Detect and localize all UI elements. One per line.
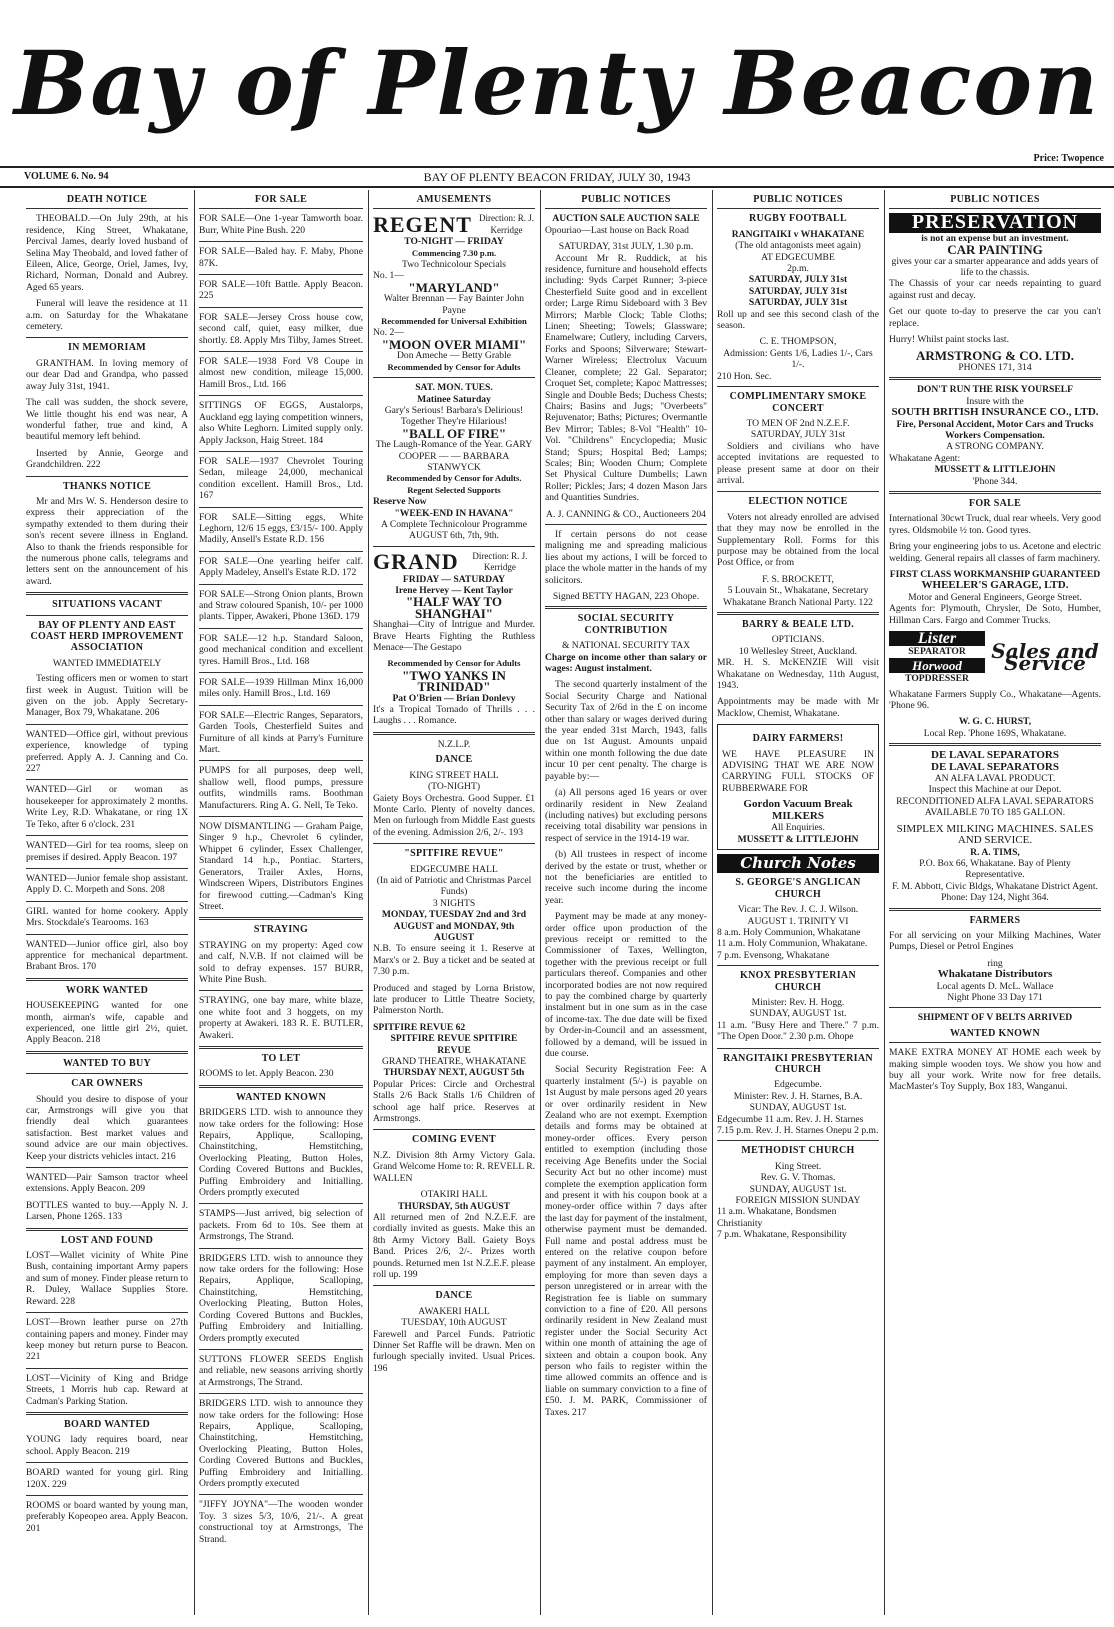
classified-ad: ROOMS or board wanted by young man, preferably Kopeopeo area. Apply Beacon. 201 bbox=[26, 1499, 188, 1534]
de-laval-line: P.O. Box 66, Whakatane. Bay of Plenty Representative. bbox=[919, 857, 1071, 881]
spitfire-line: 3 NIGHTS bbox=[432, 897, 476, 909]
column-5 bbox=[712, 190, 883, 1615]
regent-line: The Laugh-Romance of the Year. GARY COOPER — — BARBARA STANWYCK bbox=[375, 439, 533, 473]
farmers-line: Local agents D. McL. Wallace bbox=[936, 980, 1054, 992]
classified-ad: FOR SALE—One yearling heifer calf. Apply Madeley, Ansell's Estate R.D. 172 bbox=[199, 555, 363, 579]
classified-ad: FOR SALE—1937 Chevrolet Touring Sedan, mileage 24,000, mechanical condition excellent. Hamill Bros., Ltd. 167 bbox=[199, 455, 363, 502]
coming-event-line: OTAKIRI HALL bbox=[420, 1189, 488, 1201]
farmers-line: Night Phone 33 Day 171 bbox=[947, 991, 1043, 1003]
classified-ad: "JIFFY JOYNA"—The wooden wonder Toy. 3 sizes 5/3, 10/6, 21/-. A great constructional toy at Armstrongs, The Strand. bbox=[199, 1499, 363, 1545]
de-laval-line: Phone: Day 124, Night 364. bbox=[941, 892, 1049, 904]
wanted-known-line: MAKE EXTRA MONEY AT HOME each week by making simple wooden toys. We show you how and buy all your work. Write now for free details. MacMaster's Toy Supply, Box 183, Wanganui. bbox=[889, 1047, 1101, 1093]
spitfire-line: (In aid of Patriotic and Christmas Parcel Funds) bbox=[376, 874, 532, 898]
spitfire-line: N.B. To ensure seeing it 1. Reserve at Marx's or 2. Buy a ticket and be seated at 7.30 p.m. bbox=[373, 943, 535, 978]
church-heading: METHODIST CHURCH bbox=[741, 1145, 855, 1157]
social-security-heading: SOCIAL SECURITY CONTRIBUTION bbox=[577, 613, 675, 636]
masthead bbox=[0, 0, 1114, 165]
spitfire-line: GRAND THEATRE, WHAKATANE bbox=[381, 1056, 527, 1068]
dance-venue: KING STREET HALL bbox=[409, 769, 499, 781]
church-line: Edgecumbe 11 a.m. Rev. J. H. Starnes bbox=[717, 1113, 864, 1125]
regent-line: Walter Brennan — Fay Bainter John Payne bbox=[383, 293, 525, 316]
column-6 bbox=[884, 190, 1105, 1615]
classified-ad: LOST—Wallet vicinity of White Pine Bush, containing important Army papers and sum of money. Finder please return to R. Duley, Wallace Supplies Store. Reward. 228 bbox=[26, 1250, 188, 1307]
social-security-text: Social Security Registration Fee: A quarterly instalment (5/-) is payable on 1st August by male persons aged 20 years or over ordinarily resident in New Zealand who are not exempt. Exemption details and forms may be obtained at money-order offices. Every person entitled to exemption (including those receiving Age Benefits under the Social Security Act but no other income) must complete the exemption application form and present it with his coupon book at a money-order office within 7 days after the last day for payment of the instalment, otherwise payment must be demanded. Full name and postal address must be entered on the relative coupon before payment of any instalment. An employer, employing for more than seven days a person unregistered or in arrear with the Registration fee is liable on summary conviction to a fine of £20. All persons ordinarily resident in New Zealand must register under the Social Security Act within one month of attaining the age of sixteen and obtain a coupon book. Any person who fails to register within the time allowed commits an offence and is liable on summary conviction to a fine of £50. J. M. PARK, Commissioner of Taxes. 217 bbox=[545, 1064, 707, 1418]
grand-line: Shanghai—City of Intrigue and Murder. Brave Hearts Fighting the Ruthless Menace—The Gestapo bbox=[373, 619, 535, 654]
rugby-line: RANGITAIKI v WHAKATANE bbox=[731, 228, 865, 240]
film-title: "BALL OF FIRE" bbox=[401, 425, 507, 441]
grand-line: Pat O'Brien — Brian Donlevy bbox=[392, 692, 516, 704]
classified-ad: PUMPS for all purposes, deep well, shallow well, flood pumps, pressure outfits, windmills rams. Boothman Manufacturers. Ring A. G. Nell, Te Teko. bbox=[199, 765, 363, 811]
classified-ad: WANTED—Junior office girl, also boy apprentice for mechanical department. Brabant Bros. 170 bbox=[26, 938, 188, 973]
for-sale-heading: FOR SALE bbox=[968, 497, 1022, 509]
classified-ad: FOR SALE—Strong Onion plants, Brown and Straw coloured Spanish, 10/- per 1000 plants. Tipper, Awakeri, Phone 136D. 179 bbox=[199, 588, 363, 623]
church-line: 11 a.m. Holy Communion, Whakatane. bbox=[717, 938, 868, 950]
auction-text: Account Mr R. Ruddick, at his residence, furniture and household effects including: 9yds Carpet Runner; 3-piece Chesterfield Suite good and in excellent order; Large Rimu Sideboard with 3 Bev Mirrors; Marble Clock; Table Cloths; Linen; Sheeting; Towels; Glassware; Enamelware; Cutlery, including Carvers, Forks and Spoons; Silverware; Stewart-Warner Wireless; Electrolux Vacuum Cleaner, complete; 22 Gal. Separator; Croquet Set, complete; Kapoc Mattresses; Single and Double Beds; Duchess Chests; Chairs; Basins and Jugs; "Overbeets" Rejuvenator; Baths; Pictures; Overmantle Bev Mirror; Tables; 8-Vol "Health" 10-Vol. "Childrens" Encyclopedia; Music Stand; Spurs; Hospital Bed; Lamps; Scales; Bin; Wooden Churn; Complete Set Physical Culture Dumbells; Lawn Roller; Pickles; Jars; 4 dozen Mason Jars and Quantities Sundries. bbox=[545, 252, 707, 504]
classified-ad: LOST—Vicinity of King and Bridge Streets, 1 Morris hub cap. Reward at Cadman's Parking Station. bbox=[26, 1372, 188, 1407]
de-laval-line: R. A. TIMS, bbox=[970, 846, 1020, 858]
farmers-line: For all servicing on your Milking Machines, Water Pumps, Diesel or Petrol Engines bbox=[889, 929, 1101, 953]
rugby-line: SATURDAY, JULY 31st bbox=[748, 297, 848, 309]
regent-line: SAT. MON. TUES. bbox=[415, 382, 493, 394]
column-3 bbox=[368, 190, 539, 1615]
coming-event-line: THURSDAY, 5th AUGUST bbox=[397, 1200, 511, 1212]
de-laval-line: SIMPLEX MILKING MACHINES. SALES AND SERVICE. bbox=[896, 822, 1094, 847]
classified-ad: SITTINGS OF EGGS, Austalorps, Auckland egg laying competition winners, also White Leghorn. Limited supply only. Apply Jackson, Haig Street. 184 bbox=[199, 400, 363, 446]
farmers-heading: FARMERS bbox=[969, 914, 1021, 926]
election-line: Voters not already enrolled are advised that they may now be enrolled in the Supplementary Roll. Forms for this purpose may be obtained from the local Post Office, or from bbox=[717, 511, 879, 569]
farmers-line: Whakatane Distributors bbox=[937, 968, 1053, 981]
for-sale-line: FIRST CLASS WORKMANSHIP GUARANTEED bbox=[889, 568, 1101, 580]
car-painting-heading: CAR PAINTING bbox=[947, 242, 1043, 258]
social-security-text: (a) All persons aged 16 years or over ordinarily resident in New Zealand (including natives) but excluding persons receiving total disability war pensions in respect of service in the 1914-19 war. bbox=[545, 787, 707, 844]
classified-ad: WANTED—Office girl, without previous experience, knowledge of typing preferred. Apply A. J. Canning and Co. 227 bbox=[26, 728, 188, 775]
lister-line: Whakatane Farmers Supply Co., Whakatane—Agents. 'Phone 96. bbox=[889, 688, 1101, 712]
memoriam-inserted: Inserted by Annie, George and Grandchildren. 222 bbox=[26, 447, 188, 471]
public-notices-heading: PUBLIC NOTICES bbox=[889, 194, 1101, 209]
regent-line: No. 2— bbox=[373, 327, 404, 339]
preservation-line: Get our quote to-day to preserve the car you can't replace. bbox=[889, 306, 1101, 329]
insurance-line: MUSSETT & LITTLEJOHN bbox=[934, 464, 1056, 476]
memoriam-verse: The call was sudden, the shock severe, We little thought his end was near, A wonderful father, true and kind, A beautiful memory left behind. bbox=[26, 397, 188, 443]
classified-ad: BRIDGERS LTD. wish to announce they now take orders for the following: Hose Repairs, Applique, Scalloping, Chainstitching, Hemstitching, Overlocking Pleating, Button Holes, Cording Covered Buttons and Buckles, Puffing Embroidery and Initialling. Orders promptly executed bbox=[199, 1107, 363, 1199]
church-line: 7 p.m. Whakatane, Responsibility bbox=[717, 1229, 847, 1241]
car-owners-heading: CAR OWNERS bbox=[71, 1078, 143, 1090]
to-let-heading: TO LET bbox=[261, 1052, 301, 1064]
regent-header bbox=[373, 213, 535, 236]
de-laval-line: F. M. Abbott, Civic Bldgs, Whakatane District Agent. bbox=[892, 880, 1098, 892]
dairy-line: MUSSETT & LITTLEJOHN bbox=[737, 833, 859, 845]
lost-and-found-heading: LOST AND FOUND bbox=[60, 1234, 154, 1246]
church-line: Minister: Rev. H. Hogg. bbox=[751, 996, 845, 1008]
spitfire-line: Popular Prices: Circle and Orchestral Stalls 2/6 Back Stalls 1/6 Children of school age half price. Reserves at Armstrongs. bbox=[373, 1078, 535, 1125]
rugby-line: 2p.m. bbox=[787, 263, 809, 275]
church-line: SUNDAY, AUGUST 1st. bbox=[749, 1008, 847, 1020]
church-line: 11 a.m. "Busy Here and There." 7 p.m. "The Open Door." 2.30 p.m. Ohope bbox=[717, 1019, 879, 1043]
preservation-line: is not an expense but an investment. bbox=[921, 232, 1069, 244]
dairy-line: Gordon Vacuum Break MILKERS bbox=[743, 798, 853, 822]
classified-ad: FOR SALE—Jersey Cross house cow, second calf, quiet, easy milker, due shortly. £8. Apply Mrs Tilby, James Street. bbox=[199, 311, 363, 346]
spitfire-line: SPITFIRE REVUE SPITFIRE REVUE bbox=[390, 1033, 518, 1056]
lister-line: Local Rep. 'Phone 169S, Whakatane. bbox=[923, 727, 1067, 739]
preservation-line: gives your car a smarter appearance and adds years of life to the chassis. bbox=[891, 255, 1099, 279]
rugby-line: AT EDGECUMBE bbox=[761, 251, 835, 263]
social-security-text: (b) All trustees in respect of income derived by the estate or trust, whether or not the beneficiaries are entitled to receive such income during the income year. bbox=[545, 849, 707, 906]
price: Price: Twopence bbox=[1033, 153, 1104, 164]
public-notices-heading: PUBLIC NOTICES bbox=[717, 194, 879, 209]
grand-line: It's a Tropical Tornado of Thrills . . . Laughs . . . Romance. bbox=[373, 704, 535, 727]
church-heading: KNOX PRESBYTERIAN CHURCH bbox=[740, 970, 856, 993]
lister-line: TOPDRESSER bbox=[905, 673, 969, 685]
election-line: 5 Louvain St., Whakatane, Secretary Whakatane Branch National Party. 122 bbox=[723, 585, 873, 608]
classified-ad: BRIDGERS LTD. wish to announce they now take orders for the following: Hose Repairs, Applique, Scalloping, Chainstitching, Hemstitching, Overlocking Pleating, Button Holes, Cording Covered Buttons and Buckles, Puffing Embroidery and Initialling. Orders promptly executed bbox=[199, 1252, 363, 1344]
dairy-line: All Enquiries. bbox=[771, 822, 825, 834]
insurance-company: SOUTH BRITISH INSURANCE CO., LTD. bbox=[891, 406, 1099, 419]
classified-ad: STRAYING on my property: Aged cow and calf, N.V.B. If not claimed will be sold to defray expenses. 157 BURR, White Pine Bush. bbox=[199, 939, 363, 985]
barry-beale-heading: BARRY & BEALE LTD. bbox=[741, 619, 855, 630]
spitfire-line: THURSDAY NEXT, AUGUST 5th bbox=[383, 1067, 525, 1079]
classified-ad: FOR SALE—Sitting eggs, White Leghorn, 12/6 15 eggs, £3/15/- 100. Apply Madily, Ansell's Estate R.D. 156 bbox=[199, 511, 363, 546]
classified-ad: FOR SALE—12 h.p. Standard Saloon, good mechanical condition and excellent tyres. Hamill Bros., Ltd. 168 bbox=[199, 632, 363, 667]
spitfire-line: MONDAY, TUESDAY 2nd and 3rd AUGUST and MONDAY, 9th AUGUST bbox=[381, 909, 527, 943]
film-title: "MARYLAND" bbox=[408, 279, 500, 295]
smoke-concert-line: SATURDAY, JULY 31st bbox=[750, 429, 846, 441]
wanted-to-buy-heading: WANTED TO BUY bbox=[63, 1057, 151, 1069]
regent-line: Recommended for Universal Exhibition bbox=[381, 316, 527, 327]
church-line: King Street. bbox=[774, 1160, 822, 1172]
wanted-known-heading: WANTED KNOWN bbox=[236, 1091, 326, 1103]
film-title: "HALF WAY TO SHANGHAI" bbox=[405, 594, 503, 621]
regent-line: Gary's Serious! Barbara's Delirious! Together They're Hilarious! bbox=[384, 404, 524, 428]
farmers-line: ring bbox=[987, 957, 1003, 969]
election-line: F. S. BROCKETT, bbox=[762, 573, 834, 585]
car-owners-ad: Should you desire to dispose of your car, Armstrongs will give you that friendly deal which guarantees satisfaction. Best market values and sound advice are our main objectives. Keep your districts vehicles intact. 216 bbox=[26, 1093, 188, 1162]
social-security-text: The second quarterly instalment of the Social Security Charge and National Security Tax of 2/6d in the £ on income other than salary or wages derived during the year ended 31st March, 1943, falls due on 1st August. Amounts unpaid within one month following the due date incur 10 per cent penalty. The charge is payable by:— bbox=[545, 679, 707, 782]
grand-direction: Direction: R. J. Kerridge bbox=[472, 550, 528, 573]
dance-heading: DANCE bbox=[435, 1290, 473, 1302]
awakeri-line: AWAKERI HALL bbox=[418, 1305, 490, 1317]
grand-line: Recommended by Censor for Adults bbox=[387, 658, 521, 669]
spitfire-line: EDGECUMBE HALL bbox=[410, 863, 498, 875]
armstrong-phones: PHONES 171, 314 bbox=[958, 361, 1032, 373]
de-laval-heading: DE LAVAL SEPARATORS bbox=[931, 760, 1059, 773]
regent-line: Matinee Saturday bbox=[417, 393, 491, 405]
regent-direction: Direction: R. J. Kerridge bbox=[478, 213, 534, 235]
classified-ad: FOR SALE—1938 Ford V8 Coupe in almost new condition, mileage 15,000. Hamill Bros., Ltd. 166 bbox=[199, 356, 363, 390]
smoke-concert-line: Soldiers and civilians who have accepted invitations are requested to please present same at door on their arrival. bbox=[717, 440, 879, 486]
regent-line: Recommended by Censor for Adults. Regent Selected Supports bbox=[386, 473, 522, 495]
social-security-line: Charge on income other than salary or wages: August instalment. bbox=[545, 651, 707, 675]
church-line: Rev. G. V. Thomas. bbox=[760, 1172, 836, 1184]
work-wanted-heading: WORK WANTED bbox=[65, 984, 149, 996]
notice-signed: Signed BETTY HAGAN, 223 Ohope. bbox=[552, 591, 700, 602]
coming-event-heading: COMING EVENT bbox=[412, 1134, 496, 1146]
de-laval-line: AN ALFA LAVAL PRODUCT. bbox=[934, 773, 1056, 785]
insurance-line: Whakatane Agent: bbox=[889, 452, 961, 464]
classified-ad: BOTTLES wanted to buy.—Apply N. J. Larsen, Phone 126S. 133 bbox=[26, 1199, 188, 1223]
church-line: AUGUST 1. TRINITY VI bbox=[747, 915, 849, 927]
auction-heading: AUCTION SALE AUCTION SALE bbox=[552, 213, 700, 225]
classified-ad: NOW DISMANTLING — Graham Paige, Singer 9 h.p., Chevrolet 6 cylinder, Whippet 6 cylinder, Essex Challenger, Standard 14 h.p., Pontiac. Starters, Generators, Trailer Axles, Horns, Windscreen Wipers, Distributors Engines for firewood cutting.—Cadman's King Street. bbox=[199, 821, 363, 912]
church-heading: S. GEORGE'S ANGLICAN CHURCH bbox=[735, 877, 861, 900]
auction-line: SATURDAY, 31st JULY, 1.30 p.m. bbox=[558, 241, 694, 253]
for-sale-line: Agents for: Plymouth, Chrysler, De Soto, Humber, Hillman Cars. Fargo and Commer Trucks. bbox=[889, 603, 1101, 626]
insurance-line: 'Phone 344. bbox=[972, 475, 1018, 487]
smoke-concert-line: TO MEN OF 2nd N.Z.E.F. bbox=[746, 417, 850, 429]
classified-ad: WANTED—Pair Samson tractor wheel extensions. Apply Beacon. 209 bbox=[26, 1172, 188, 1195]
film-title: "TWO YANKS IN TRINIDAD" bbox=[402, 667, 506, 695]
death-notice-heading: DEATH NOTICE bbox=[26, 194, 188, 209]
regent-name: REGENT bbox=[373, 212, 472, 238]
regent-line: Reserve Now bbox=[373, 496, 427, 508]
church-line: 8 a.m. Holy Communion, Whakatane bbox=[717, 926, 861, 938]
classified-ad: STRAYING, one bay mare, white blaze, one white foot and 3 hoggets, on my property at Awakeri. 183 R. E. BUTLER, Awakeri. bbox=[199, 995, 363, 1041]
smoke-concert-heading: COMPLIMENTARY SMOKE CONCERT bbox=[729, 391, 867, 414]
lister-brand: Lister bbox=[889, 631, 985, 646]
dateline bbox=[0, 153, 1114, 188]
classified-ad: FOR SALE—Electric Ranges, Separators, Garden Tools, Chesterfield Suites and Furniture of all kinds at Parry's Furniture Mart. bbox=[199, 709, 363, 756]
coming-event-line: All returned men of 2nd N.Z.E.F. are cordially invited as guests. Make this an 8th Army Victory Ball. Gaiety Boys Band. Prices 2/6, 2/-. Prizes worth pounds. Returned men 1st N.Z.E.F. please roll up. 199 bbox=[373, 1211, 535, 1280]
film-title: "WEEK-END IN HAVANA" bbox=[394, 507, 514, 519]
insurance-line: A STRONG COMPANY. bbox=[946, 441, 1044, 453]
for-sale-line: Motor and General Engineers, George Street. bbox=[908, 591, 1082, 603]
barry-beale-line: OPTICIANS. bbox=[771, 634, 825, 646]
barry-beale-line: MR. H. S. McKENZIE Will visit Whakatane on Wednesday, 11th August, 1943. bbox=[717, 657, 879, 692]
regent-line: TO-NIGHT — FRIDAY bbox=[404, 236, 504, 248]
insurance-line: Fire, Personal Accident, Motor Cars and Trucks Workers Compensation. bbox=[896, 418, 1094, 441]
grand-line: FRIDAY — SATURDAY bbox=[402, 573, 506, 585]
classified-ad: FOR SALE—Baled hay. F. Maby, Phone 87K. bbox=[199, 246, 363, 269]
dance-heading: DANCE bbox=[435, 754, 473, 766]
dance-line: (TO-NIGHT) bbox=[427, 781, 481, 793]
dairy-heading: DAIRY FARMERS! bbox=[752, 733, 844, 745]
rugby-line: SATURDAY, JULY 31st bbox=[748, 285, 848, 297]
public-notices-heading: PUBLIC NOTICES bbox=[545, 194, 707, 209]
insurance-line: Insure with the bbox=[966, 395, 1024, 407]
classified-ad: WANTED—Junior female shop assistant. Apply D. C. Morpeth and Sons. 208 bbox=[26, 872, 188, 896]
death-notice: THEOBALD.—On July 29th, at his residence, King Street, Whakatane, Percival James, dearly loved husband of Selina May Theobald, and loved father of Eileen, Alice, George, Oriel, James, Ivy, Richard, Norman, Donald and Aubrey. Aged 65 years. bbox=[26, 213, 188, 293]
rugby-line: Admission: Gents 1/6, Ladies 1/-, Cars 1/-. bbox=[723, 347, 873, 371]
awakeri-line: Farewell and Parcel Funds. Patriotic Dinner Set Raffle will be drawn. Men on furlough specially invited. Usual Prices. 196 bbox=[373, 1328, 535, 1374]
de-laval-line: Inspect this Machine at our Depot. bbox=[928, 784, 1062, 796]
funeral-notice: Funeral will leave the residence at 11 a.m. on Saturday for the Whakatane cemetery. bbox=[26, 298, 188, 333]
for-sale-heading: FOR SALE bbox=[199, 194, 363, 209]
barry-beale-line: 10 Wellesley Street, Auckland. bbox=[738, 645, 858, 657]
dairy-farmers-ad bbox=[717, 724, 879, 850]
classified-ad: ROOMS to let. Apply Beacon. 230 bbox=[199, 1068, 334, 1080]
wheelers-garage: WHEELER'S GARAGE, LTD. bbox=[921, 579, 1069, 592]
classified-ad: STAMPS—Just arrived, big selection of packets. From 6d to 10s. See them at Armstrongs, The Strand. bbox=[199, 1208, 363, 1243]
wanted-known-heading: WANTED KNOWN bbox=[889, 1028, 1101, 1043]
lister-logo bbox=[889, 631, 985, 685]
auction-line: Opouriao—Last house on Back Road bbox=[545, 224, 689, 236]
church-line: Edgecumbe. bbox=[774, 1079, 822, 1091]
newspaper-title: Bay of Plenty Beacon bbox=[14, 31, 1100, 135]
awakeri-line: TUESDAY, 10th AUGUST bbox=[401, 1317, 507, 1329]
memoriam-text: GRANTHAM. In loving memory of our dear Dad and Grandpa, who passed away July 31st, 1941. bbox=[26, 357, 188, 392]
classified-ad: SUTTONS FLOWER SEEDS English and reliable, new seasons arriving shortly at Armstrongs, The Strand. bbox=[199, 1353, 363, 1388]
thanks-text: Mr and Mrs W. S. Henderson desire to express their appreciation of the sympathy extended to them during their son's recent severe illness in England. Also to thank the friends responsible for the numerous phone calls, telegrams and letters sent on the announcement of his award. bbox=[26, 495, 188, 587]
testing-officers-ad: Testing officers men or women to start first week in August. Tuition will be given on the job. Apply Secretary-Manager, Box 79, Whakatane. 206 bbox=[26, 673, 188, 719]
lister-line: W. G. C. HURST, bbox=[958, 716, 1032, 728]
volume-number: VOLUME 6. No. 94 bbox=[24, 171, 109, 182]
lister-ad bbox=[889, 631, 1101, 685]
straying-heading: STRAYING bbox=[253, 924, 309, 936]
regent-line: A Complete Technicolour Programme AUGUST 6th, 7th, 9th. bbox=[381, 518, 527, 542]
regent-line: Recommended by Censor for Adults bbox=[387, 361, 521, 372]
issue-date: BAY OF PLENTY BEACON FRIDAY, JULY 30, 1943 bbox=[423, 170, 691, 184]
de-laval-line: RECONDITIONED ALFA LAVAL SEPARATORS AVAILABLE 70 TO 185 GALLON. bbox=[896, 795, 1094, 819]
church-line: 7.15 p.m. Rev. J. H. Starnes Onepu 2 p.m. bbox=[717, 1125, 879, 1137]
regent-line: No. 1— bbox=[373, 270, 404, 282]
social-security-subheading: & NATIONAL SECURITY TAX bbox=[561, 640, 691, 652]
regent-line: Don Ameche — Betty Grable bbox=[396, 350, 512, 362]
preservation-banner: PRESERVATION bbox=[889, 213, 1101, 232]
classified-ad: HOUSEKEEPING wanted for one month, airman's wife, capable and experienced, one little girl 2½, quiet. Apply Beacon. 218 bbox=[26, 1000, 188, 1046]
memoriam-heading: IN MEMORIAM bbox=[67, 342, 146, 354]
dairy-line: WE HAVE PLEASURE IN ADVISING THAT WE ARE NOW CARRYING FULL STOCKS OF RUBBERWARE FOR bbox=[722, 748, 874, 794]
church-line: SUNDAY, AUGUST 1st. bbox=[749, 1102, 847, 1114]
grand-name: GRAND bbox=[373, 549, 459, 575]
column-4 bbox=[540, 190, 711, 1615]
sales-service-text: Sales and Service bbox=[991, 639, 1099, 675]
horwood-brand: Horwood bbox=[889, 658, 985, 673]
insurance-line: DON'T RUN THE RISK YOURSELF bbox=[916, 384, 1074, 396]
spitfire-line: Produced and staged by Lorna Bristow, late producer to Little Theatre Society, Palmerston North. bbox=[373, 982, 535, 1017]
church-line: 7 p.m. Evensong, Whakatane bbox=[717, 949, 830, 961]
rugby-line: SATURDAY, JULY 31st bbox=[748, 274, 848, 286]
grand-header bbox=[373, 551, 535, 574]
church-heading: RANGITAIKI PRESBYTERIAN CHURCH bbox=[723, 1052, 873, 1075]
church-notes-banner: Church Notes bbox=[717, 854, 879, 873]
classified-ad: GIRL wanted for home cookery. Apply Mrs. Stockdale's Tearooms. 163 bbox=[26, 905, 188, 929]
spitfire-line: SPITFIRE REVUE 62 bbox=[373, 1021, 466, 1033]
church-line: Vicar: The Rev. J. C. J. Wilson. bbox=[737, 904, 859, 916]
film-title: "MOON OVER MIAMI" bbox=[381, 336, 527, 352]
church-line: SUNDAY, AUGUST 1st. bbox=[749, 1183, 847, 1195]
column-2 bbox=[194, 190, 367, 1615]
election-notice-heading: ELECTION NOTICE bbox=[748, 496, 848, 508]
preservation-line: Hurry! Whilst paint stocks last. bbox=[889, 334, 1009, 346]
classified-ad: LOST—Brown leather purse on 27th containing papers and money. Finder may keep money but return purse to Beacon. 221 bbox=[26, 1317, 188, 1363]
regent-line: Commencing 7.30 p.m. bbox=[411, 247, 497, 258]
de-laval-heading: DE LAVAL SEPARATORS bbox=[931, 749, 1059, 762]
classified-ad: WANTED—Girl for tea rooms, sleep on premises if desired. Apply Beacon. 197 bbox=[26, 840, 188, 863]
notice-text: If certain persons do not cease maligning me and spreading malicious lies about my actions, I will be forced to place the whole matter in the hands of my solicitors. bbox=[545, 528, 707, 586]
rugby-line: 210 Hon. Sec. bbox=[717, 370, 772, 382]
for-sale-line: International 30cwt Truck, dual rear wheels. Very good tyres. Oldsmobile ½ ton. Good tyres. bbox=[889, 513, 1101, 536]
church-line: Minister: Rev. J. H. Starnes, B.A. bbox=[733, 1090, 863, 1102]
classified-ad: FOR SALE—One 1-year Tamworth boar. Burr, White Pine Bush. 220 bbox=[199, 213, 363, 236]
rugby-line: Roll up and see this second clash of the season. bbox=[717, 308, 879, 332]
column-1 bbox=[22, 190, 192, 1615]
armstrong-name: ARMSTRONG & CO. LTD. bbox=[915, 348, 1075, 364]
grand-line: Irene Hervey — Kent Taylor bbox=[395, 585, 513, 596]
situations-vacant-heading: SITUATIONS VACANT bbox=[52, 599, 162, 611]
classified-ad: BOARD wanted for young girl. Ring 120X. 229 bbox=[26, 1467, 188, 1490]
lister-line: SEPARATOR bbox=[908, 646, 966, 658]
classified-ad: YOUNG lady requires board, near school. Apply Beacon. 219 bbox=[26, 1434, 188, 1457]
rugby-line: C. E. THOMPSON, bbox=[759, 336, 837, 348]
amusements-heading: AMUSEMENTS bbox=[373, 194, 535, 209]
classified-ad: WANTED—Girl or woman as housekeeper for approximately 2 months. Write Ley, R.D. Whakatane, or ring 1X Te Teko, after 6 o'clock. 231 bbox=[26, 784, 188, 830]
church-line: 11 a.m. Whakatane, Bondsmen Christianity bbox=[717, 1206, 837, 1229]
columns bbox=[22, 190, 1104, 1615]
board-wanted-heading: BOARD WANTED bbox=[64, 1418, 150, 1430]
auctioneer: A. J. CANNING & CO., Auctioneers 204 bbox=[546, 508, 706, 520]
social-security-text: Payment may be made at any money-order office upon production of the previous receipt or remitted to the Commissioner of Taxes, Wellington, together with the previous receipt or full particulars thereof. Companies and other incorporated bodies are not now required to pay the combined charge by quarterly instalment but in one sum as in the case of income-tax. The due date will be fixed by Order-in-Council and an assessment, followed by a demand, will be issued in due course. bbox=[545, 911, 707, 1060]
for-sale-line: Bring your engineering jobs to us. Acetone and electric welding. General repairs all classes of farm machinery. bbox=[889, 541, 1101, 564]
shipment-line: SHIPMENT OF V BELTS ARRIVED bbox=[917, 1012, 1073, 1024]
coming-event-line: N.Z. Division 8th Army Victory Gala. Grand Welcome Home to: R. REVELL R. WALLEN bbox=[373, 1149, 535, 1184]
barry-beale-line: Appointments may be made with Mr Macklow, Chemist, Whakatane. bbox=[717, 696, 879, 719]
nzlp-line: N.Z.L.P. bbox=[437, 738, 471, 750]
wanted-immediately: WANTED IMMEDIATELY bbox=[52, 657, 162, 669]
thanks-heading: THANKS NOTICE bbox=[62, 480, 152, 492]
rugby-line: (The old antagonists meet again) bbox=[735, 240, 861, 252]
classified-ad: BRIDGERS LTD. wish to announce they now take orders for the following: Hose Repairs, Applique, Scalloping, Chainstitching, Hemstitching, Overlocking Pleating, Button Holes, Cording Covered Buttons and Buckles, Puffing Embroidery and Initialling. Orders promptly executed bbox=[199, 1398, 363, 1489]
regent-line: Two Technicolour Specials bbox=[402, 259, 506, 271]
classified-ad: FOR SALE—1939 Hillman Minx 16,000 miles only. Hamill Bros., Ltd. 169 bbox=[199, 677, 363, 700]
spitfire-revue-heading: "SPITFIRE REVUE" bbox=[404, 848, 504, 860]
classified-ad: FOR SALE—10ft Battle. Apply Beacon. 225 bbox=[199, 279, 363, 302]
church-line: FOREIGN MISSION SUNDAY bbox=[735, 1195, 861, 1207]
association-name: BAY OF PLENTY AND EAST COAST HERD IMPROVEMENT ASSOCIATION bbox=[30, 619, 184, 654]
rugby-heading: RUGBY FOOTBALL bbox=[748, 213, 847, 225]
preservation-line: The Chassis of your car needs repainting to guard against rust and decay. bbox=[889, 278, 1101, 301]
dance-text: Gaiety Boys Orchestra. Good Supper. £1 Monte Carlo. Plenty of novelty dances. Men on furlough from Middle East guests of the evening. Admission 2/6, 2/-. 193 bbox=[373, 792, 535, 838]
